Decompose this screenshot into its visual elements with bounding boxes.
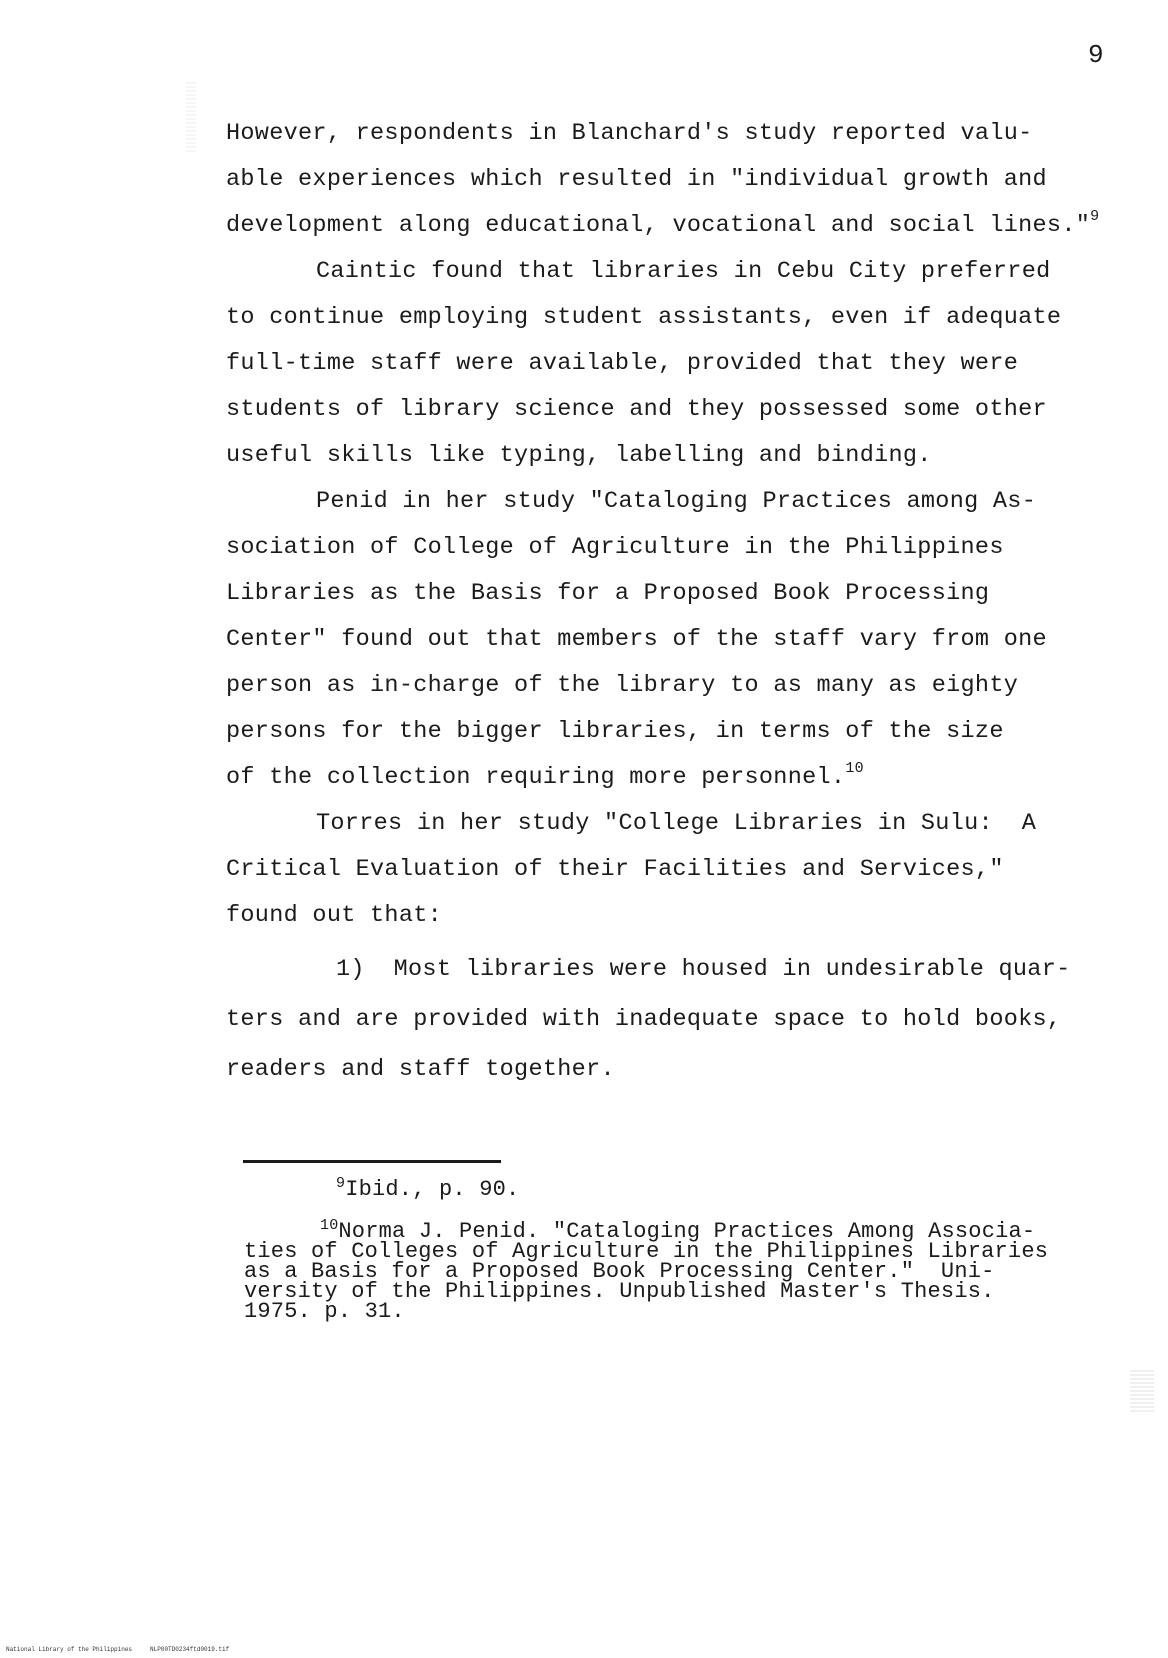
footnote-10-line: ties of Colleges of Agriculture in the Philippines Libraries: [244, 1239, 1049, 1264]
paragraph-start: Caintic found that libraries in Cebu City preferred: [316, 258, 1051, 285]
list-item-1: 1) Most libraries were housed in undesirable quar-: [336, 956, 1071, 983]
footnote-9-text: Ibid., p. 90.: [345, 1177, 520, 1202]
body-line: able experiences which resulted in "individual growth and: [226, 166, 1047, 193]
scan-smudge: [1130, 1370, 1154, 1414]
body-line: sociation of College of Agriculture in the Philippines: [226, 534, 1004, 561]
body-line: full-time staff were available, provided that they were: [226, 350, 1019, 377]
body-line: [226, 760, 864, 791]
body-line: Critical Evaluation of their Facilities and Services,": [226, 856, 1004, 883]
body-line: useful skills like typing, labelling and binding.: [226, 442, 932, 469]
footnote-9-number: 9: [336, 1175, 346, 1192]
body-line: However, respondents in Blanchard's study reported valu-: [226, 120, 1033, 147]
body-line: Center" found out that members of the staff vary from one: [226, 626, 1047, 653]
body-line: person as in-charge of the library to as many as eighty: [226, 672, 1019, 699]
footer-filename: NLP00TD0234ftd0019.tif: [150, 1646, 230, 1653]
paragraph-start: Torres in her study "College Libraries in Sulu: A: [316, 810, 1037, 837]
scan-footer: [6, 1646, 229, 1653]
footnote-10-line: as a Basis for a Proposed Book Processing Center." Uni-: [244, 1259, 995, 1284]
footnote-10-line: 1975. p. 31.: [244, 1299, 405, 1324]
footnote-divider: [243, 1160, 501, 1163]
paragraph-start: Penid in her study "Cataloging Practices among As-: [316, 488, 1037, 515]
body-line: found out that:: [226, 902, 443, 929]
page-number: 9: [1088, 40, 1104, 70]
body-line-text: of the collection requiring more personnel.: [226, 764, 846, 791]
scan-smudge: [186, 82, 196, 152]
body-line: persons for the bigger libraries, in terms of the size: [226, 718, 1004, 745]
footnote-ref-10: 10: [845, 760, 864, 777]
footnote-9: [336, 1175, 520, 1202]
body-line: to continue employing student assistants, even if adequate: [226, 304, 1062, 331]
body-line: students of library science and they possessed some other: [226, 396, 1047, 423]
footer-library: National Library of the Philippines: [6, 1646, 133, 1653]
footnote-10-line: versity of the Philippines. Unpublished Master's Thesis.: [244, 1279, 995, 1304]
body-line: [226, 208, 1100, 239]
body-line: ters and are provided with inadequate space to hold books,: [226, 1006, 1062, 1033]
body-line: readers and staff together.: [226, 1056, 615, 1083]
footnote-10-number: 10: [320, 1217, 339, 1234]
body-line-text: development along educational, vocational and social lines.": [226, 212, 1091, 239]
body-line: Libraries as the Basis for a Proposed Book Processing: [226, 580, 990, 607]
footnote-10-text: Norma J. Penid. "Cataloging Practices Among Associa-: [338, 1219, 1036, 1244]
footnote-ref-9: 9: [1090, 208, 1100, 225]
